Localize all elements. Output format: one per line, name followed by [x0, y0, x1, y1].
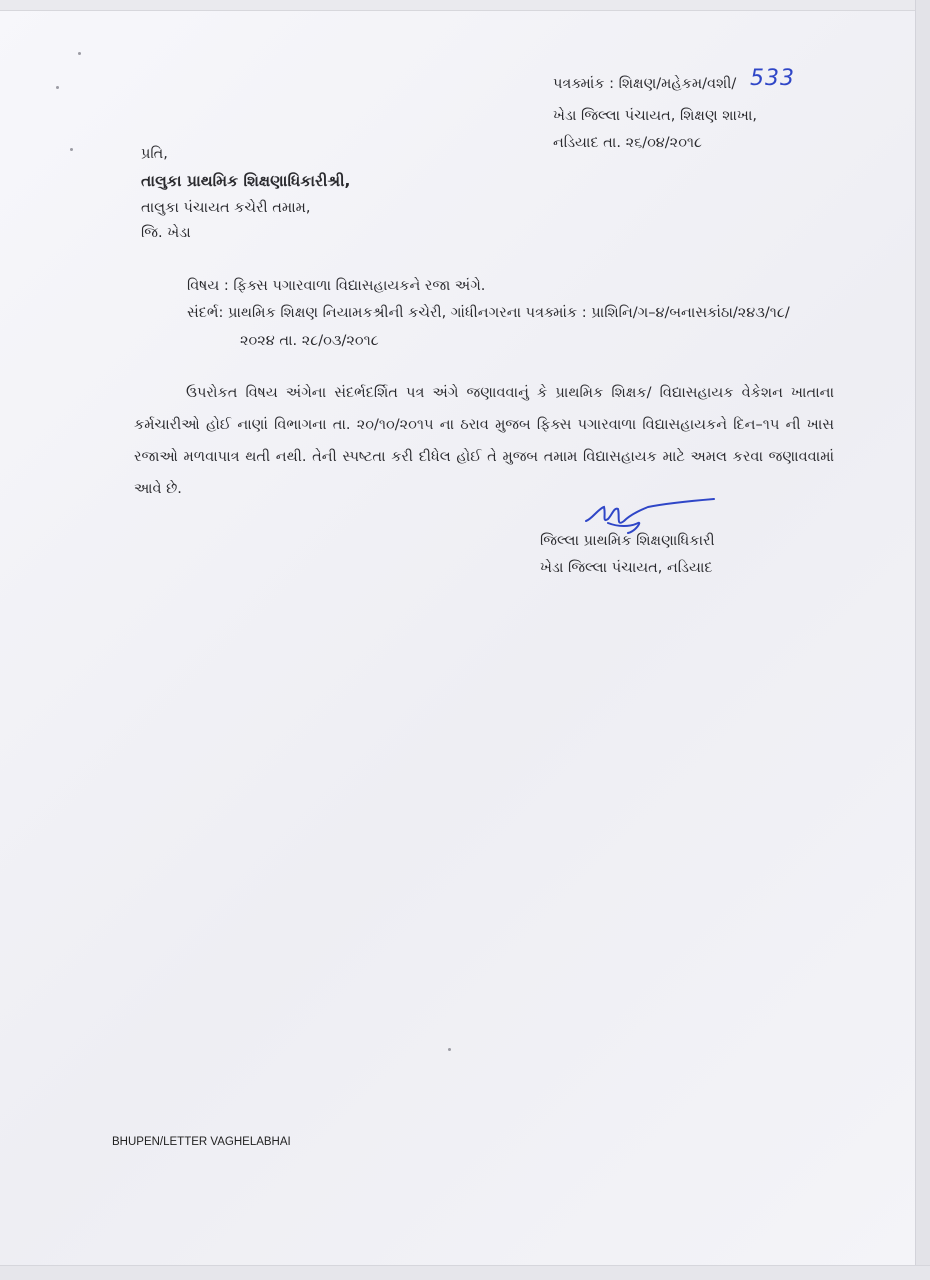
- body-paragraph-text: ઉપરોકત વિષય અંગેના સંદર્ભદર્શિત પત્ર અંગે જણાવવાનું કે પ્રાથમિક શિક્ષક/ વિદ્યાસહાયક વેકેશન ખાતાના કર્મચારીઓ હોઈ નાણાં વિભાગના તા. ૨૦/૧૦/૨૦૧૫ ના ઠરાવ મુજબ ફિક્સ પગારવાળા વિદ્યાસહાયકને દિન–૧૫ ની ખાસ રજાઓ મળવાપાત્ર થતી નથી. તેની સ્પષ્ટતા કરી દીધેલ હોઈ તે મુજબ તમામ વિદ્યાસહાયક માટે અમલ કરવા જણાવવામાં આવે છે.: [134, 385, 834, 497]
- recipient-district: જિ. ખેડા: [141, 225, 191, 241]
- scan-edge-right: [915, 0, 930, 1280]
- reference-line-2: ૨૦૨૪ તા. ૨૮/૦૩/૨૦૧૮: [240, 333, 379, 349]
- subject-line: વિષય : ફિક્સ પગારવાળા વિદ્યાસહાયકને રજા અંગે.: [187, 278, 486, 294]
- signatory-office: ખેડા જિલ્લા પંચાયત, નડિયાદ: [540, 560, 713, 576]
- handwritten-reference-number: 533: [750, 66, 795, 91]
- recipient-name: તાલુકા પ્રાથમિક શિક્ષણાધિકારીશ્રી,: [141, 172, 351, 190]
- reference-prefix: પત્રક્માંક : શિક્ષણ/મહેકમ/વશી/: [553, 76, 737, 92]
- place-and-date: નડિયાદ તા. ૨૬/૦૪/૨૦૧૮: [553, 135, 703, 151]
- signatory-title: જિલ્લા પ્રાથમિક શિક્ષણાધિકારી: [540, 533, 715, 549]
- recipient-to: પ્રતિ,: [141, 146, 168, 162]
- paper-speck: [448, 1048, 451, 1051]
- body-paragraph: [134, 377, 834, 505]
- scan-edge-top: [0, 0, 930, 11]
- footer-note: BHUPEN/LETTER VAGHELABHAI: [112, 1136, 291, 1148]
- paper-speck: [70, 148, 73, 151]
- handwritten-signature: [578, 497, 718, 537]
- issuing-office: ખેડા જિલ્લા પંચાયત, શિક્ષણ શાખા,: [553, 108, 758, 124]
- reference-line-1: સંદર્ભ: પ્રાથમિક શિક્ષણ નિયામકશ્રીની કચેરી, ગાંધીનગરના પત્રક્માંક : પ્રાશિનિ/ગ–૪/બનાસકાંઠા/૨૪૩/૧૮/: [187, 305, 790, 321]
- paper-speck: [78, 52, 81, 55]
- recipient-office: તાલુકા પંચાયત કચેરી તમામ,: [141, 200, 311, 216]
- paper-speck: [56, 86, 59, 89]
- scan-edge-bottom: [0, 1265, 930, 1280]
